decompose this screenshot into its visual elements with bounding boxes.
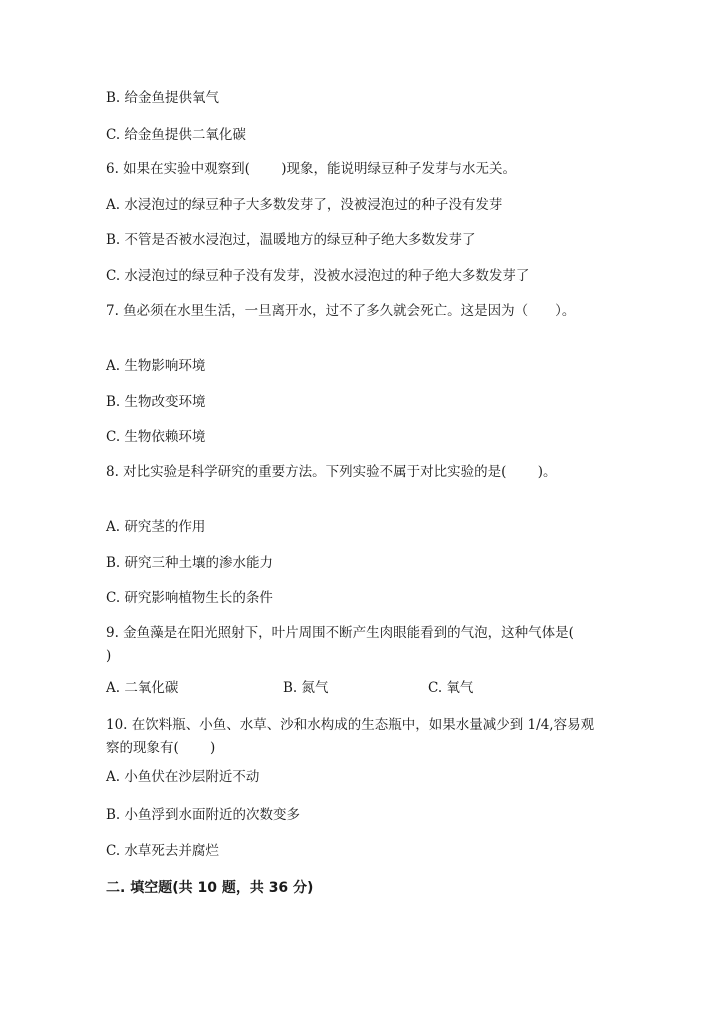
question-7: 7. 鱼必须在水里生活，一旦离开水，过不了多久就会死亡。这是因为（ ）。 [106,303,576,319]
question-9: 9. 金鱼藻是在阳光照射下，叶片周围不断产生肉眼能看到的气泡，这种气体是( ) [106,625,606,664]
q10-option-b: B. 小鱼浮到水面附近的次数变多 [106,807,301,823]
q7-option-a: A. 生物影响环境 [106,358,206,374]
q10-option-a: A. 小鱼伏在沙层附近不动 [106,769,260,785]
q9-options-row [106,679,606,699]
question-10: 10. 在饮料瓶、小鱼、水草、沙和水构成的生态瓶中，如果水量减少到 1/4,容易观察的现象有( ) [106,717,595,756]
q5-option-b: B. 给金鱼提供氧气 [106,90,220,106]
q8-option-b: B. 研究三种土壤的渗水能力 [106,555,274,571]
section-title-fill-in-blank: 二. 填空题(共 10 题，共 36 分) [106,880,314,896]
q8-option-a: A. 研究茎的作用 [106,519,206,535]
q5-option-c: C. 给金鱼提供二氧化碳 [106,127,246,143]
question-8: 8. 对比实验是科学研究的重要方法。下列实验不属于对比实验的是( )。 [106,464,557,480]
q6-option-a: A. 水浸泡过的绿豆种子大多数发芽了，没被浸泡过的种子没有发芽 [106,197,503,213]
q8-option-c: C. 研究影响植物生长的条件 [106,590,273,606]
q6-option-b: B. 不管是否被水浸泡过，温暖地方的绿豆种子绝大多数发芽了 [106,232,476,248]
q6-option-c: C. 水浸泡过的绿豆种子没有发芽，没被水浸泡过的种子绝大多数发芽了 [106,268,530,284]
q9-option-c: C. 氧气 [428,680,474,696]
question-6: 6. 如果在实验中观察到( )现象，能说明绿豆种子发芽与水无关。 [106,161,516,177]
q10-option-c: C. 水草死去并腐烂 [106,843,219,859]
q7-option-b: B. 生物改变环境 [106,394,206,410]
q9-option-a: A. 二氧化碳 [106,680,179,696]
q9-option-b: B. 氮气 [283,680,329,696]
q7-option-c: C. 生物依赖环境 [106,429,206,445]
